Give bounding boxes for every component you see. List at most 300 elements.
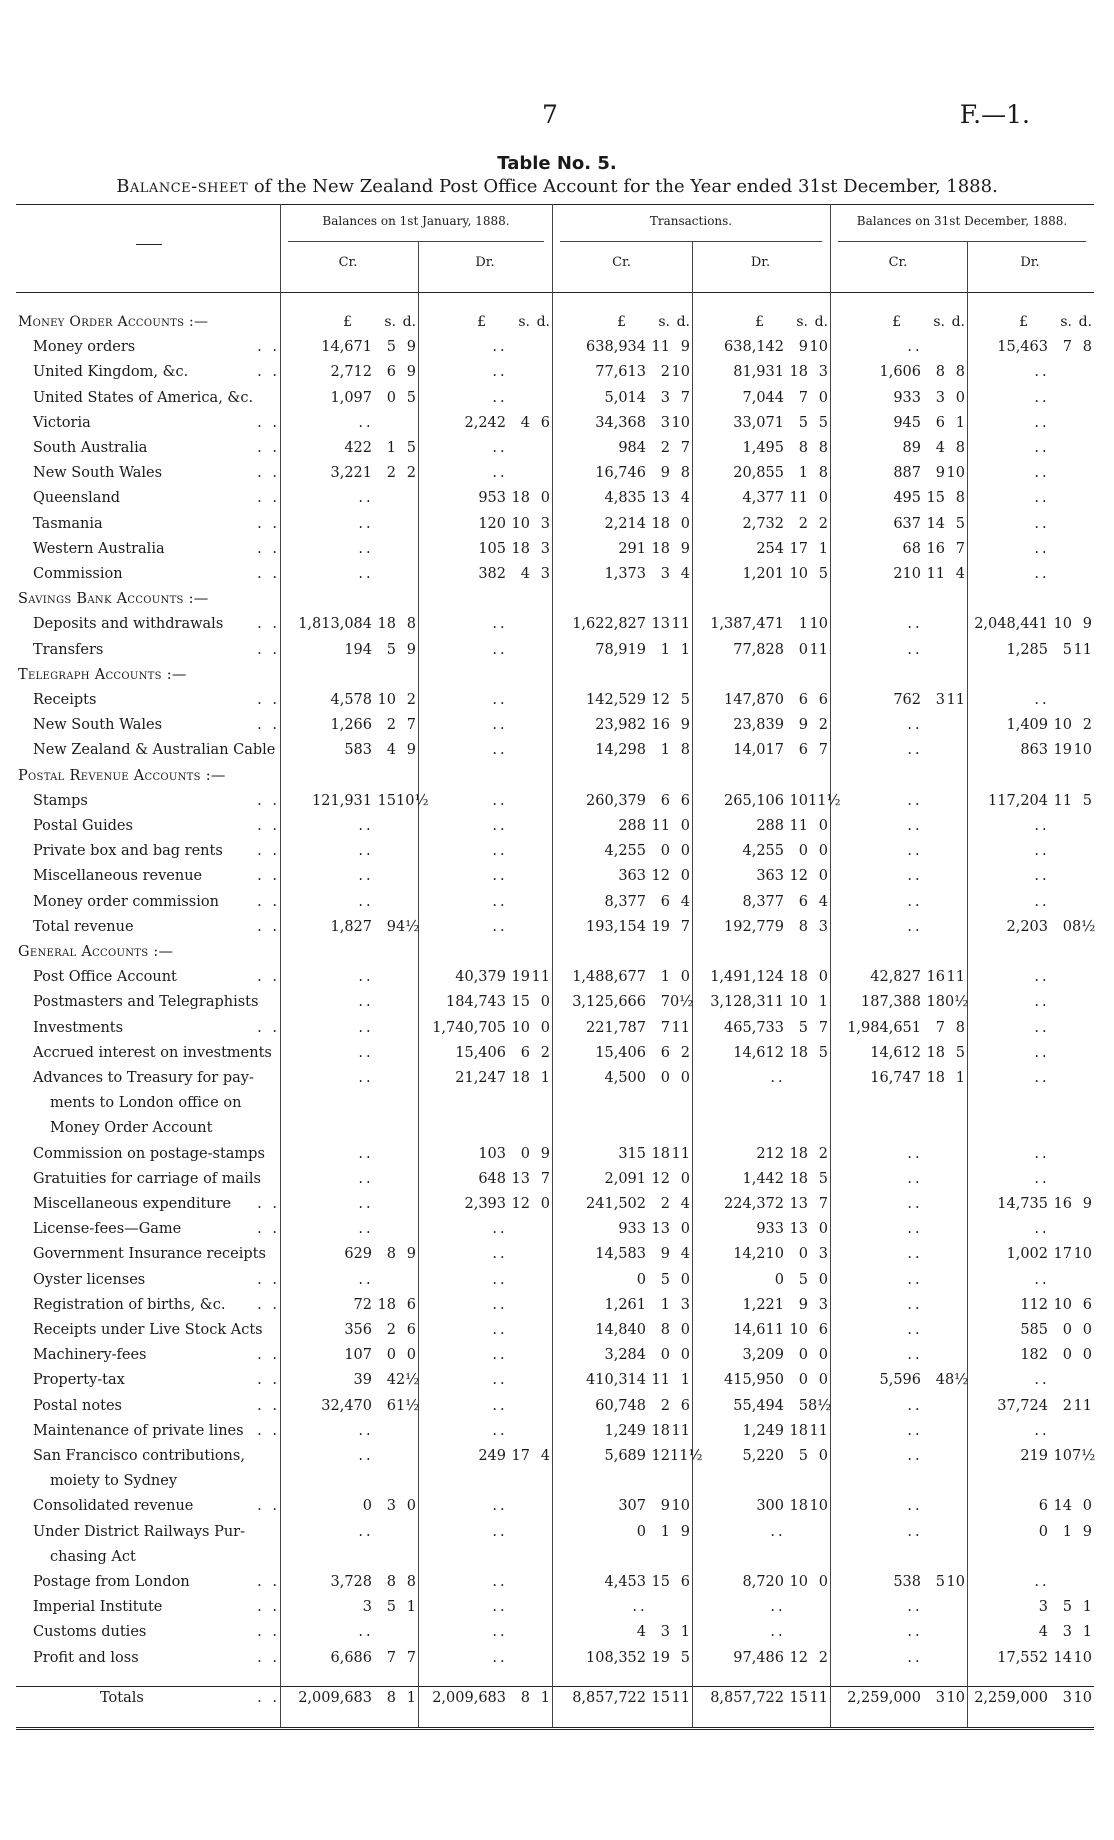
empty-marker: .. <box>358 1170 374 1187</box>
leader-dots: . . <box>257 1196 280 1212</box>
row-label: Imperial Institute <box>33 1599 163 1616</box>
shillings: 18 <box>789 969 808 986</box>
amount-cell <box>420 1423 550 1447</box>
shillings: 1 <box>798 465 808 482</box>
pence: 11 <box>531 969 550 986</box>
leader-dots: . . <box>257 641 280 658</box>
pounds: 2,242 <box>464 414 506 431</box>
empty-marker: .. <box>1034 1422 1050 1439</box>
amount-cell <box>280 1322 416 1346</box>
pence-unit: d. <box>814 314 828 330</box>
row-label: Profit and loss <box>33 1649 139 1666</box>
shillings: 11 <box>789 490 808 507</box>
empty-marker: .. <box>358 868 374 885</box>
amount-cell <box>420 818 550 842</box>
shillings: 9 <box>660 1246 670 1263</box>
amount-cell <box>553 1574 690 1598</box>
pounds: 585 <box>1020 1322 1048 1338</box>
shillings: 13 <box>789 1221 808 1238</box>
pence: 2 <box>1082 717 1092 734</box>
pence: 0 <box>680 515 690 532</box>
leader-dots: . . <box>257 692 280 708</box>
empty-marker: .. <box>907 792 923 809</box>
amount-cell <box>553 692 690 716</box>
row-label: Property-tax <box>33 1372 125 1389</box>
pence: 1 <box>818 540 828 557</box>
amount-cell <box>831 1297 965 1321</box>
pence: 9 <box>680 540 690 557</box>
pounds: 0 <box>636 1523 646 1540</box>
row-label: ments to London office on <box>50 1095 242 1112</box>
empty-marker: .. <box>1034 566 1050 582</box>
shillings: 10 <box>1053 717 1072 734</box>
pence: 4½ <box>396 918 420 935</box>
pounds: 40,379 <box>455 969 506 986</box>
pounds: 16,747 <box>870 1070 921 1086</box>
amount-cell <box>693 1171 828 1195</box>
amount-cell <box>968 1221 1092 1245</box>
pounds: 8,720 <box>742 1574 784 1590</box>
row-label: Miscellaneous expenditure <box>33 1196 232 1212</box>
amount-cell <box>968 843 1092 867</box>
amount-cell <box>553 516 690 540</box>
column-group-header: Balances on 1st January, 1888. <box>322 214 510 228</box>
leader-dots: . . <box>257 1599 280 1616</box>
shillings: 1 <box>660 1523 670 1540</box>
amount-cell <box>420 364 550 388</box>
shillings: 0 <box>798 1372 808 1389</box>
pence: 4 <box>680 1246 690 1263</box>
pounds: 5,014 <box>604 389 646 406</box>
amount-cell <box>280 1196 416 1220</box>
pence: 1 <box>955 1070 965 1086</box>
amount-cell <box>420 1045 550 1069</box>
pounds: 107 <box>344 1347 372 1364</box>
pence: 4 <box>540 1448 550 1464</box>
amount-cell <box>553 465 690 489</box>
table-row <box>0 818 1114 842</box>
pounds: 288 <box>618 818 646 834</box>
amount-cell <box>693 541 828 565</box>
amount-cell <box>553 1322 690 1346</box>
pence: 10 <box>809 1498 828 1515</box>
empty-marker: .. <box>492 843 508 860</box>
empty-marker: .. <box>492 1296 508 1313</box>
pounds: 2,259,000 <box>974 1690 1048 1706</box>
amount-cell <box>553 1221 690 1245</box>
empty-marker: .. <box>358 893 374 910</box>
empty-marker: .. <box>1034 389 1050 406</box>
pounds: 5,596 <box>879 1372 921 1389</box>
empty-marker: .. <box>492 339 508 356</box>
pence: 6 <box>1082 1296 1092 1313</box>
amount-cell <box>831 490 965 514</box>
amount-cell <box>280 1347 416 1371</box>
amount-cell <box>693 1221 828 1245</box>
amount-cell <box>693 1574 828 1598</box>
amount-cell <box>831 1171 965 1195</box>
amount-cell <box>420 1322 550 1346</box>
empty-marker: .. <box>907 742 923 759</box>
pounds: 2,091 <box>604 1170 646 1187</box>
pence: 2 <box>818 1649 828 1666</box>
shillings: 18 <box>377 1296 396 1313</box>
pounds: 1,827 <box>330 918 372 935</box>
amount-cell <box>831 1599 965 1623</box>
pence: 6 <box>406 1296 416 1313</box>
pence: 0½ <box>670 994 694 1011</box>
row-label: Accrued interest on investments <box>33 1044 272 1061</box>
pence: 6 <box>818 1322 828 1338</box>
table-row <box>0 415 1114 439</box>
row-label: Miscellaneous revenue <box>33 868 203 885</box>
pounds: 1,249 <box>604 1422 646 1439</box>
amount-cell <box>420 969 550 993</box>
amount-cell <box>420 1171 550 1195</box>
table-row <box>0 1599 1114 1623</box>
empty-marker: .. <box>492 1246 508 1263</box>
amount-cell <box>280 440 416 464</box>
shillings: 10 <box>789 994 808 1011</box>
pence: 3 <box>818 364 828 381</box>
amount-cell <box>831 364 965 388</box>
amount-cell <box>420 1221 550 1245</box>
pounds: 933 <box>618 1221 646 1238</box>
empty-marker: .. <box>907 616 923 633</box>
amount-cell <box>968 364 1092 388</box>
empty-marker: .. <box>492 1347 508 1364</box>
pounds: 241,502 <box>586 1196 646 1212</box>
currency-units-row <box>0 314 1114 336</box>
shillings: 10 <box>1053 616 1072 633</box>
pounds: 224,372 <box>724 1196 784 1212</box>
pence: 11½ <box>808 792 841 809</box>
row-label: chasing Act <box>50 1548 136 1565</box>
table-top-rule <box>16 204 1094 205</box>
shillings: 8 <box>386 1246 396 1263</box>
pence: 11 <box>946 969 965 986</box>
empty-marker: .. <box>492 1271 508 1288</box>
pence: 11 <box>671 1019 690 1036</box>
pounds: 6 <box>1038 1498 1048 1515</box>
empty-marker: .. <box>907 893 923 910</box>
pounds: 221,787 <box>586 1019 646 1036</box>
empty-marker: .. <box>1034 490 1050 507</box>
pence: 8 <box>406 616 416 633</box>
empty-marker: .. <box>907 1246 923 1263</box>
shillings: 3 <box>1062 1690 1072 1706</box>
shillings: 8 <box>386 1574 396 1590</box>
total-amount-cell <box>553 1690 690 1714</box>
pence: 2 <box>680 1044 690 1061</box>
amount-cell <box>280 1624 416 1648</box>
pounds: 638,934 <box>586 339 646 356</box>
pounds: 1,387,471 <box>710 616 784 633</box>
amount-cell <box>280 1246 416 1270</box>
shillings: 11 <box>651 1372 670 1389</box>
shillings: 9 <box>386 918 396 935</box>
total-amount-cell <box>693 1690 828 1714</box>
empty-marker: .. <box>632 1599 648 1616</box>
table-row <box>0 1297 1114 1321</box>
amount-cell <box>553 1448 703 1472</box>
amount-cell <box>280 1498 416 1522</box>
shillings: 2 <box>386 1322 396 1338</box>
section-heading-row <box>0 591 1114 615</box>
amount-cell <box>280 1272 416 1296</box>
amount-cell <box>693 1146 828 1170</box>
empty-marker: .. <box>907 1599 923 1616</box>
empty-marker: .. <box>358 566 374 582</box>
pence: 8 <box>680 742 690 759</box>
pence: 0 <box>818 1574 828 1590</box>
pounds: 193,154 <box>586 918 646 935</box>
amount-cell <box>420 1524 550 1548</box>
shillings: 18 <box>926 1044 945 1061</box>
header-bottom-rule <box>16 292 1094 293</box>
leader-dots: . . <box>257 364 280 381</box>
amount-cell <box>693 440 828 464</box>
pence: 10 <box>671 364 690 381</box>
amount-cell <box>280 642 416 666</box>
section-heading-row <box>0 667 1114 691</box>
amount-cell <box>280 415 416 439</box>
row-label: License-fees—Game <box>33 1221 182 1238</box>
pounds: 1,622,827 <box>572 616 646 633</box>
amount-cell <box>420 793 550 817</box>
amount-cell <box>693 1246 828 1270</box>
pounds: 23,839 <box>733 717 784 734</box>
amount-cell <box>280 339 416 363</box>
shillings: 19 <box>511 969 530 986</box>
shillings: 11 <box>651 339 670 356</box>
row-label: New South Wales <box>33 465 163 482</box>
pounds: 265,106 <box>724 792 784 809</box>
shillings: 12 <box>651 692 670 708</box>
pence: 10 <box>946 1574 965 1590</box>
table-row <box>0 843 1114 867</box>
amount-cell <box>553 1196 690 1220</box>
pounds: 1,606 <box>879 364 921 381</box>
table-row <box>0 969 1114 993</box>
table-row <box>0 465 1114 489</box>
unit-header <box>280 314 416 336</box>
empty-marker: .. <box>907 1322 923 1338</box>
amount-cell <box>553 415 690 439</box>
pence: 9 <box>680 339 690 356</box>
pounds: 4,578 <box>330 692 372 708</box>
pounds: 81,931 <box>733 364 784 381</box>
empty-marker: .. <box>1034 465 1050 482</box>
pence: 4 <box>680 490 690 507</box>
amount-cell <box>693 1423 828 1447</box>
shillings: 5 <box>798 1397 808 1414</box>
subtitle-lead: Balance-sheet <box>116 176 249 197</box>
amount-cell <box>280 868 416 892</box>
table-row <box>0 616 1114 640</box>
shillings: 18 <box>789 1422 808 1439</box>
row-label: Registration of births, &c. <box>33 1296 226 1313</box>
amount-cell <box>693 1196 828 1220</box>
empty-marker: .. <box>492 440 508 456</box>
leader-dots: . . <box>257 566 280 582</box>
amount-cell <box>693 490 828 514</box>
amount-cell <box>553 717 690 741</box>
pence: 3 <box>540 566 550 582</box>
amount-cell <box>968 490 1092 514</box>
amount-cell <box>553 1297 690 1321</box>
pence: 10 <box>671 1498 690 1515</box>
row-label: Transfers <box>33 641 104 658</box>
group-underline <box>560 241 822 242</box>
pounds: 1,266 <box>330 717 372 734</box>
empty-marker: .. <box>1034 1044 1050 1061</box>
pence: 1 <box>680 1624 690 1641</box>
row-label: Total revenue <box>33 918 134 935</box>
shillings: 15 <box>377 792 396 809</box>
amount-cell <box>420 390 550 414</box>
empty-marker: .. <box>1034 1019 1050 1036</box>
amount-cell <box>968 1322 1092 1346</box>
pounds: 2,259,000 <box>847 1690 921 1706</box>
leader-dots: . . <box>257 717 280 734</box>
amount-cell <box>831 717 965 741</box>
amount-cell <box>831 793 965 817</box>
amount-cell <box>553 1524 690 1548</box>
shillings: 8 <box>660 1322 670 1338</box>
shillings: 6 <box>798 893 808 910</box>
pounds: 8,857,722 <box>572 1690 646 1706</box>
pence: 8 <box>680 465 690 482</box>
empty-marker: .. <box>358 843 374 860</box>
pence: 0 <box>1082 1498 1092 1515</box>
amount-cell <box>280 1045 416 1069</box>
pence: 2 <box>818 515 828 532</box>
unit-header <box>420 314 550 336</box>
pounds: 953 <box>478 490 506 507</box>
amount-cell <box>553 1347 690 1371</box>
amount-cell <box>968 742 1092 766</box>
table-row <box>0 1246 1114 1270</box>
pence: 10 <box>946 1690 965 1706</box>
shillings: 9 <box>798 717 808 734</box>
row-label: Stamps <box>33 792 88 809</box>
amount-cell <box>420 1347 550 1371</box>
pounds: 1,249 <box>742 1422 784 1439</box>
shillings: 16 <box>926 969 945 986</box>
shillings: 19 <box>651 1649 670 1666</box>
shillings: 2 <box>660 364 670 381</box>
shillings: 18 <box>651 540 670 557</box>
debit-column-header: Dr. <box>750 255 771 270</box>
row-label: Machinery-fees <box>33 1347 147 1364</box>
amount-cell <box>280 742 416 766</box>
shillings: 0 <box>386 389 396 406</box>
pounds: 538 <box>893 1574 921 1590</box>
pence: 9 <box>406 641 416 658</box>
amount-cell <box>420 339 550 363</box>
pence: 7 <box>680 440 690 456</box>
empty-marker: .. <box>907 843 923 860</box>
empty-marker: .. <box>907 918 923 935</box>
amount-cell <box>693 717 828 741</box>
amount-cell <box>280 994 416 1018</box>
empty-marker: .. <box>1034 540 1050 557</box>
amount-cell <box>553 1020 690 1044</box>
amount-cell <box>420 616 550 640</box>
amount-cell <box>831 1246 965 1270</box>
pounds: 23,982 <box>595 717 646 734</box>
pounds: 3,284 <box>604 1347 646 1364</box>
pence: 0 <box>540 490 550 507</box>
leader-dots: . . <box>257 540 280 557</box>
amount-cell <box>420 1297 550 1321</box>
row-label: South Australia <box>33 440 148 456</box>
pound-unit: £ <box>755 314 764 330</box>
pence: 7 <box>818 1196 828 1212</box>
unit-header <box>553 314 690 336</box>
table-row <box>0 1372 1114 1396</box>
pounds: 1,495 <box>742 440 784 456</box>
amount-cell <box>968 1171 1092 1195</box>
amount-cell <box>693 516 828 540</box>
pence: 11 <box>671 1690 690 1706</box>
shillings: 11 <box>651 818 670 834</box>
amount-cell <box>553 994 694 1018</box>
pounds: 315 <box>618 1145 646 1162</box>
pounds: 15,406 <box>595 1044 646 1061</box>
pence: 11 <box>809 1422 828 1439</box>
shillings: 12 <box>651 1448 670 1464</box>
amount-cell <box>968 642 1092 666</box>
shillings: 14 <box>926 515 945 532</box>
empty-marker: .. <box>1034 893 1050 910</box>
empty-marker: .. <box>358 540 374 557</box>
amount-cell <box>693 642 828 666</box>
leader-dots: . . <box>257 1271 280 1288</box>
shillings: 12 <box>789 1649 808 1666</box>
pence: 10 <box>1073 742 1092 759</box>
shillings: 17 <box>789 540 808 557</box>
shillings: 10 <box>1053 1448 1072 1464</box>
amount-cell <box>420 843 550 867</box>
table-row <box>0 541 1114 565</box>
shillings: 2 <box>660 1397 670 1414</box>
pounds: 629 <box>344 1246 372 1263</box>
table-row <box>0 1045 1114 1069</box>
shillings: 11 <box>1053 792 1072 809</box>
pounds: 4,500 <box>604 1070 646 1086</box>
pence: 5 <box>818 1044 828 1061</box>
pence: 8 <box>818 440 828 456</box>
amount-cell <box>693 1070 828 1094</box>
pounds: 637 <box>893 515 921 532</box>
pounds: 3 <box>1038 1599 1048 1616</box>
shillings: 18 <box>651 515 670 532</box>
empty-marker: .. <box>358 1523 374 1540</box>
amount-cell <box>553 1246 690 1270</box>
pounds: 14,583 <box>595 1246 646 1263</box>
table-row <box>0 1398 1114 1422</box>
amount-cell <box>831 415 965 439</box>
empty-marker: .. <box>907 1271 923 1288</box>
empty-marker: .. <box>492 1649 508 1666</box>
pounds: 55,494 <box>733 1397 784 1414</box>
shillings: 6 <box>935 414 945 431</box>
shillings: 12 <box>789 868 808 885</box>
amount-cell <box>280 894 416 918</box>
pence: 11 <box>671 616 690 633</box>
